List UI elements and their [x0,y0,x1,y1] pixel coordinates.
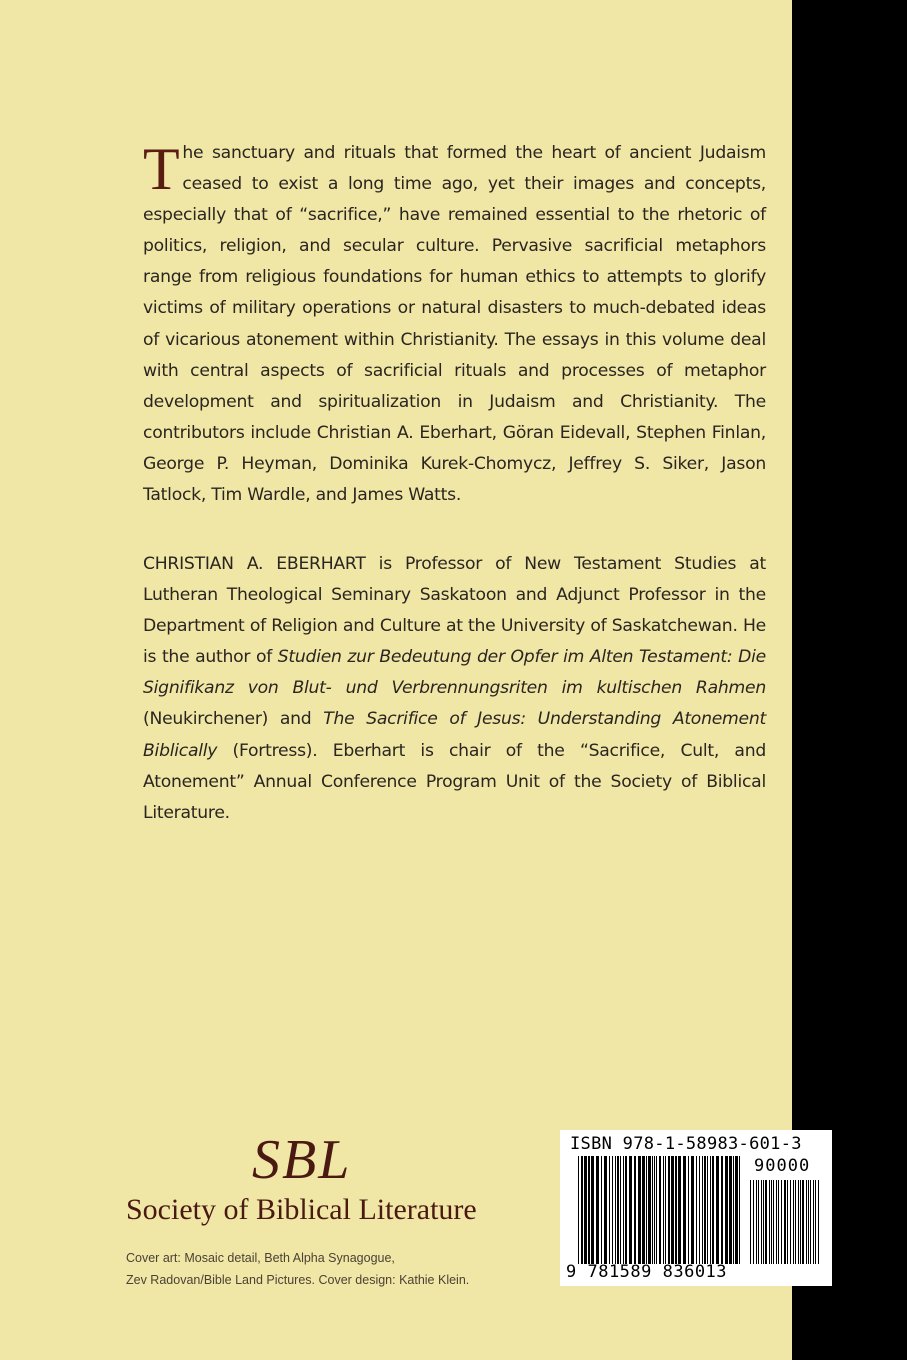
barcode-bar [596,1156,599,1264]
credits-line-2: Zev Radovan/Bible Land Pictures. Cover design: Kathie Klein. [126,1273,470,1287]
bio-text-2: (Neukirchener) and [143,709,324,730]
barcode-bar [806,1180,807,1264]
book-description [143,138,766,511]
barcode-bar [735,1156,738,1264]
barcode-bar [818,1180,819,1264]
barcode-bar [678,1156,681,1264]
price-addon-number: 90000 [754,1156,811,1176]
bio-book-title-2: The Sacrifice of Jesus: Understanding Atonement Biblically [143,709,766,761]
barcode-bar [753,1180,754,1264]
barcode-bar [588,1156,590,1264]
barcode-bar [781,1180,782,1264]
barcode-bar [710,1156,711,1264]
barcode-bar [790,1180,791,1264]
barcode-bar [675,1156,677,1264]
barcode-bar [617,1156,619,1264]
barcode-bar [683,1156,686,1264]
barcode-bar [642,1156,645,1264]
barcode-bar [663,1156,664,1264]
barcode-bar [668,1156,670,1264]
bio-text-3: (Fortress). Eberhart is chair of the “Sacrifice, Cult, and Atonement” Annual Conference Program Unit of the Society of Biblical Literature. [143,740,766,823]
barcode-bar [604,1156,607,1264]
barcode-bar [654,1156,655,1264]
cover-credits [126,1247,486,1291]
barcode-bar [733,1156,734,1264]
publisher-name: Society of Biblical Literature [126,1193,477,1226]
barcode-bar [691,1156,694,1264]
bio-book-title-1: Studien zur Bedeutung der Opfer im Alten Testament: Die Signifikanz von Blut- und Verbrennungsriten im kultischen Rahmen [143,647,766,699]
barcode-bar [771,1180,772,1264]
barcode-bar [808,1180,809,1264]
barcode-bar [802,1180,804,1264]
barcode-bar [601,1156,602,1264]
barcode-bar [623,1156,624,1264]
barcode-bar [756,1180,757,1264]
barcode-bar [699,1156,700,1264]
barcode-bar [609,1156,610,1264]
barcode-bar [795,1180,796,1264]
barcode-bar [813,1180,814,1264]
barcode-bar [615,1156,616,1264]
barcode-bar [591,1156,594,1264]
barcode-bar [765,1180,767,1264]
barcode-bar [578,1156,579,1264]
drop-cap: T [143,136,180,202]
barcode-bar [721,1156,723,1264]
barcode-bar [656,1156,657,1264]
barcode-bar [769,1180,770,1264]
barcode-bar [739,1156,740,1264]
description-text: he sanctuary and rituals that formed the heart of ancient Judaism ceased to exist a long time ago, yet their images and concepts, especially that of “sacrifice,” have remained essential to the rhetoric of politics, religion, and secular culture. Pervasive sacrificial metaphors range from religious foundations for human ethics to attempts to glorify victims of military operations or natural disasters to much-debated ideas of vicarious atonement within Christianity. The essays in this volume deal with central aspects of sacrificial rituals and processes of metaphor development and spiritualization in Judaism and Christianity. The contributors include Christian A. Eberhart, Göran Eidevall, Stephen Finlan, George P. Heyman, Dominika Kurek-Chomycz, Jeffrey S. Siker, Jason Tatlock, Tim Wardle, and James Watts. [143,143,766,506]
barcode-bar [712,1156,714,1264]
barcode-bar [725,1156,728,1264]
barcode-bar [729,1156,732,1264]
sbl-logo: SBL [252,1129,352,1191]
addon-barcode-bars [750,1180,820,1264]
barcode-bar [810,1180,811,1264]
barcode-bar [665,1156,666,1264]
barcode-bar [787,1180,788,1264]
barcode-bar [798,1180,799,1264]
barcode-bar [800,1180,801,1264]
barcode-bar [793,1180,794,1264]
barcode-bar [773,1180,774,1264]
barcode-bar [776,1180,777,1264]
barcode-bar [648,1156,651,1264]
barcode-bar [704,1156,706,1264]
ean-barcode-bars [578,1156,740,1264]
barcode-bar [815,1180,816,1264]
credits-line-1: Cover art: Mosaic detail, Beth Alpha Synagogue, [126,1251,395,1265]
barcode-bar [761,1180,762,1264]
barcode-bar [696,1156,697,1264]
barcode-bar [646,1156,647,1264]
barcode-bar [620,1156,621,1264]
isbn-number: ISBN 978-1-58983-601-3 [570,1134,802,1154]
barcode-bar [707,1156,708,1264]
barcode-bar [652,1156,653,1264]
barcode-bar [784,1180,786,1264]
barcode-bar [584,1156,587,1264]
barcode-bar [638,1156,641,1264]
barcode-bar [659,1156,661,1264]
barcode-bar [634,1156,636,1264]
barcode-bar [750,1180,751,1264]
barcode-bar [778,1180,779,1264]
author-bio [143,549,766,829]
ean-number: 9 781589 836013 [566,1262,728,1282]
barcode-bar [625,1156,627,1264]
barcode-bar [702,1156,703,1264]
barcode-bar [716,1156,719,1264]
barcode-bar [688,1156,689,1264]
barcode-bar [581,1156,583,1264]
barcode-bar [758,1180,759,1264]
bio-text-1: CHRISTIAN A. EBERHART is Professor of New Testament Studies at Lutheran Theological Seminary Saskatoon and Adjunct Professor in the Department of Religion and Culture at the University of Saskatchewan. He is the author of [143,554,766,668]
barcode-bar [629,1156,632,1264]
barcode-bar [612,1156,613,1264]
barcode-bar [671,1156,674,1264]
barcode-bar [763,1180,764,1264]
isbn-barcode [560,1130,832,1286]
